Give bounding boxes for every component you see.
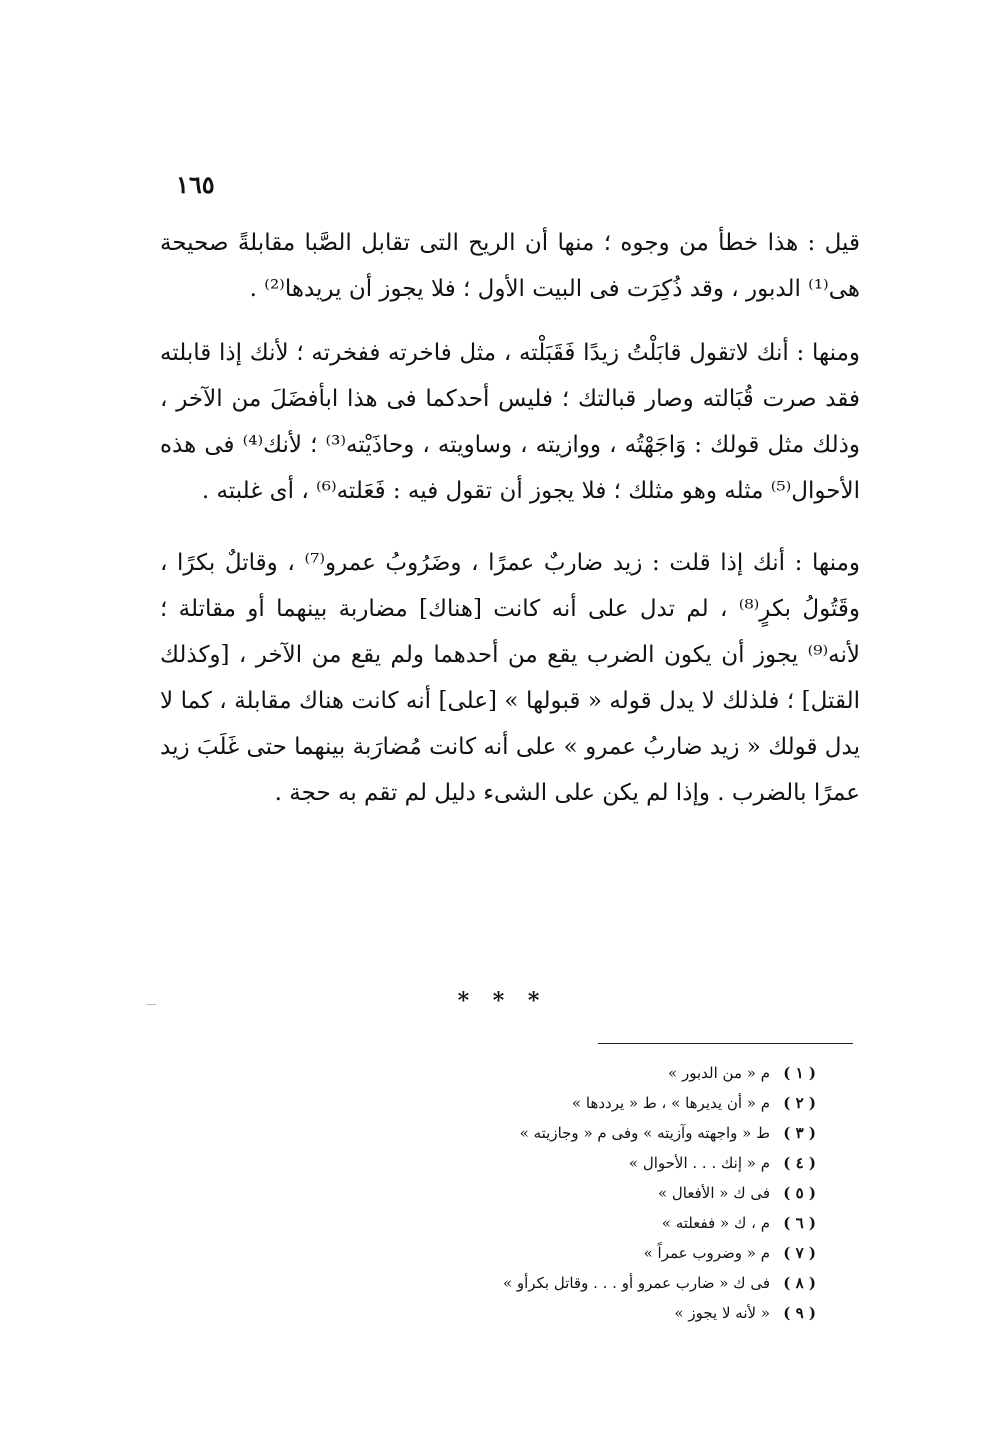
footnote	[300, 1208, 816, 1238]
page-number: ١٦٥	[176, 170, 215, 199]
footnote-rule	[598, 1043, 853, 1044]
footnote-number: ( ٢ )	[783, 1094, 816, 1112]
footnote-text: « لأنه لا يجوز »	[674, 1304, 770, 1322]
footnotes	[300, 1058, 816, 1328]
footnote-text: م « وضروب عمراً »	[643, 1244, 770, 1262]
footnote-text: م ، ك « ففعلته »	[661, 1214, 770, 1232]
footnote-number: ( ٨ )	[783, 1274, 816, 1292]
footnote	[300, 1298, 816, 1328]
footnote-text: م « أن يديرها » ، ط « يرددها »	[571, 1094, 770, 1112]
section-separator: * * *	[457, 988, 548, 1014]
footnote	[300, 1058, 816, 1088]
footnote	[300, 1148, 816, 1178]
footnote	[300, 1118, 816, 1148]
paragraph-3: ومنها : أنك إذا قلت : زيد ضاربٌ عمرًا ، وضَرُوبُ عمرو⁽⁷⁾ ، وقاتلٌ بكرًا ، وقَتُولُ بكرٍ⁽⁸⁾ ، لم تدل على أنه كانت [هناك] مضاربة بينهما أو مقاتلة ؛ لأنه⁽⁹⁾ يجوز أن يكون الضرب يقع من أحدهما ولم يقع من الآخر ، [وكذلك القتل] ؛ فلذلك لا يدل قوله « قبولها » [على] أنه كانت هناك مقابلة ، كما لا يدل قولك « زيد ضاربُ عمرو » على أنه كانت مُضارَبة بينهما حتى غَلَبَ زيد عمرًا بالضرب . وإذا لم يكن على الشىء دليل لم تقم به حجة .	[160, 550, 861, 806]
footnote-text: فى ك « الأفعال »	[657, 1184, 770, 1202]
footnote-text: فى ك « ضارب عمرو أو . . . وقاتل بكرأو »	[502, 1274, 770, 1292]
footnote-number: ( ٦ )	[783, 1214, 816, 1232]
paragraph-1: قيل : هذا خطأ من وجوه ؛ منها أن الريح التى تقابل الصَّبا مقابلةً صحيحة هى⁽¹⁾ الدبور ، وقد ذُكِرَت فى البيت الأول ؛ فلا يجوز أن يريدها⁽²⁾ .	[160, 230, 860, 302]
footnote-number: ( ٤ )	[783, 1154, 816, 1172]
footnote	[300, 1268, 816, 1298]
footnote-text: م « من الدبور »	[668, 1064, 770, 1082]
footnote-number: ( ١ )	[783, 1064, 816, 1082]
footnote-number: ( ٩ )	[783, 1304, 816, 1322]
footnote	[300, 1178, 816, 1208]
footnote-number: ( ٣ )	[783, 1124, 816, 1142]
footnote-text: ط « واجهته وآزيته » وفى م « وجازيته »	[519, 1124, 770, 1142]
footnote-text: م « إنك . . . الأحوال »	[628, 1154, 770, 1172]
footnote	[300, 1238, 816, 1268]
footnote-number: ( ٥ )	[783, 1184, 816, 1202]
footnote	[300, 1088, 816, 1118]
footnote-number: ( ٧ )	[783, 1244, 816, 1262]
paragraph-2: ومنها : أنك لاتقول قابَلْتُ زيدًا فَقَبَلْته ، مثل فاخرته ففخرته ؛ لأنك إذا قابلته فقد صرت قُبَالته وصار قبالتك ؛ فليس أحدكما فى هذا ابأفضَلَ من الآخر ، وذلك مثل قولك : وَاجَهْتُه ، ووازيته ، وساويته ، وحاذَيْته⁽³⁾ ؛ لأنك⁽⁴⁾ فى هذه الأحوال⁽⁵⁾ مثله وهو مثلك ؛ فلا يجوز أن تقول فيه : فَعَلته⁽⁶⁾ ، أى غلبته .	[160, 340, 860, 504]
margin-mark	[146, 1004, 156, 1005]
main-text	[160, 220, 860, 842]
